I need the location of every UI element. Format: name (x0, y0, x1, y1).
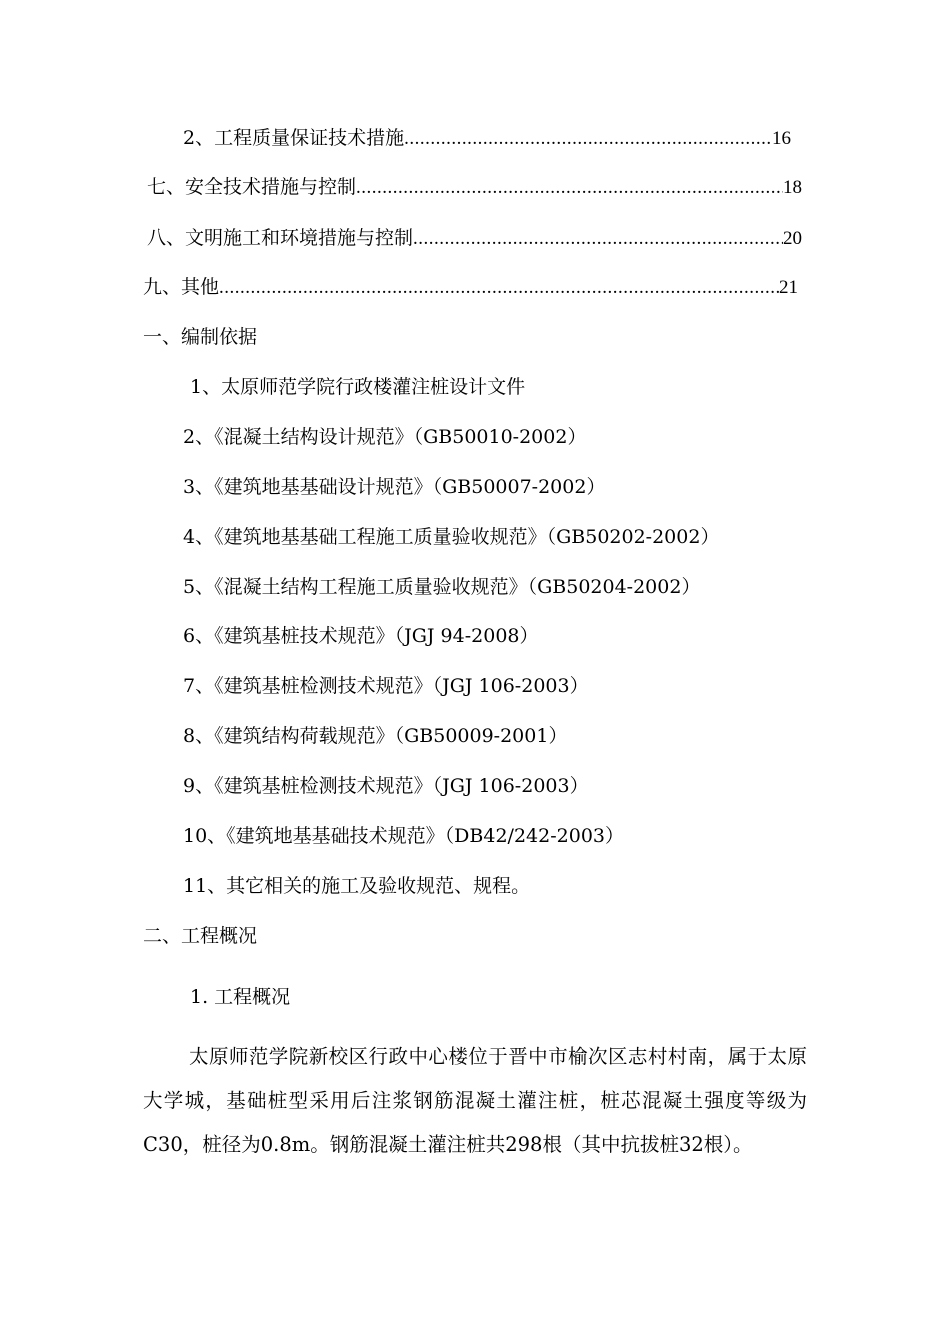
list-item: 2、《混凝土结构设计规范》（GB50010-2002） (183, 426, 587, 448)
toc-entry-page: 20 (783, 228, 802, 249)
section-heading: 二、工程概况 (143, 925, 258, 947)
toc-leader-dots (413, 227, 783, 251)
subsection-heading: 1. 工程概况 (190, 986, 291, 1008)
toc-entry[interactable] (183, 126, 791, 151)
toc-entry-page: 18 (783, 177, 802, 198)
list-item: 7、《建筑基桩检测技术规范》（JGJ 106-2003） (183, 675, 589, 697)
toc-entry-title: 八、文明施工和环境措施与控制 (147, 227, 414, 249)
toc-entry-title: 七、安全技术措施与控制 (147, 176, 357, 198)
body-paragraph (143, 1035, 807, 1167)
section-heading: 一、编制依据 (143, 326, 258, 348)
toc-leader-dots (356, 176, 783, 200)
toc-entry-title: 九、其他 (143, 276, 220, 298)
list-item: 5、《混凝土结构工程施工质量验收规范》（GB50204-2002） (183, 576, 701, 598)
toc-entry[interactable] (147, 175, 802, 200)
toc-leader-dots (219, 276, 779, 300)
list-item: 11、其它相关的施工及验收规范、规程。 (183, 875, 531, 897)
list-item: 4、《建筑地基基础工程施工质量验收规范》（GB50202-2002） (183, 526, 720, 548)
toc-entry-page: 16 (772, 128, 791, 149)
paragraph-text: 太原师范学院新校区行政中心楼位于晋中市榆次区志村村南，属于太原大学城，基础桩型采用后注浆钢筋混凝土灌注桩，桩芯混凝土强度等级为C30，桩径为0.8m。钢筋混凝土灌注桩共298根（其中抗拔桩32根）。 (143, 1045, 807, 1156)
toc-entry-page: 21 (779, 277, 798, 298)
list-item: 1、太原师范学院行政楼灌注桩设计文件 (190, 376, 526, 398)
toc-leader-dots (404, 127, 772, 151)
list-item: 6、《建筑基桩技术规范》（JGJ 94-2008） (183, 625, 539, 647)
list-item: 10、《建筑地基基础技术规范》（DB42/242-2003） (183, 825, 624, 847)
toc-entry[interactable] (147, 226, 802, 251)
list-item: 8、《建筑结构荷载规范》（GB50009-2001） (183, 725, 568, 747)
list-item: 9、《建筑基桩检测技术规范》（JGJ 106-2003） (183, 775, 589, 797)
toc-entry[interactable] (143, 275, 798, 300)
list-item: 3、《建筑地基基础设计规范》（GB50007-2002） (183, 476, 606, 498)
toc-entry-title: 2、工程质量保证技术措施 (183, 127, 405, 149)
